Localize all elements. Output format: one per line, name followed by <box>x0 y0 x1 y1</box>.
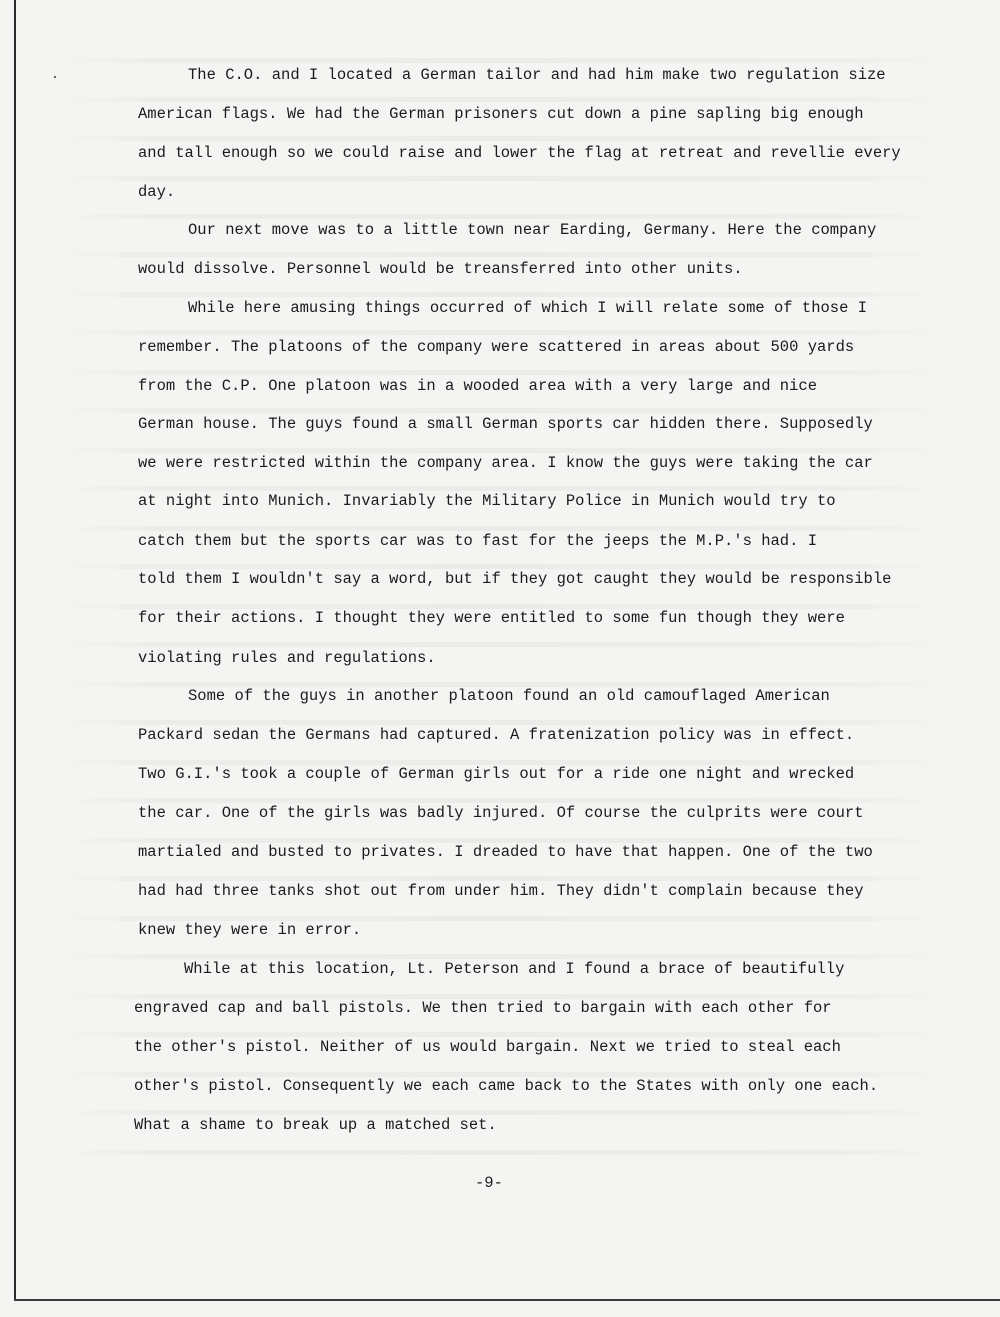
text-line: The C.O. and I located a German tailor and had him make two regulation size <box>188 66 886 84</box>
text-line: Some of the guys in another platoon found an old camouflaged American <box>188 687 830 705</box>
text-line: engraved cap and ball pistols. We then tried to bargain with each other for <box>134 999 832 1017</box>
text-line: What a shame to break up a matched set. <box>134 1116 497 1134</box>
text-line: Our next move was to a little town near Earding, Germany. Here the company <box>188 221 877 239</box>
text-line: Two G.I.'s took a couple of German girls out for a ride one night and wrecked <box>138 765 855 783</box>
page-number: -9- <box>475 1174 503 1192</box>
text-line: While at this location, Lt. Peterson and I found a brace of beautifully <box>184 960 845 978</box>
text-line: other's pistol. Consequently we each came back to the States with only one each. <box>134 1077 879 1095</box>
text-line: told them I wouldn't say a word, but if they got caught they would be responsible <box>138 570 892 588</box>
text-line: German house. The guys found a small German sports car hidden there. Supposedly <box>138 415 873 433</box>
text-line: day. <box>138 183 176 201</box>
text-line: violating rules and regulations. <box>138 649 436 667</box>
text-line: remember. The platoons of the company were scattered in areas about 500 yards <box>138 338 855 356</box>
text-line: While here amusing things occurred of which I will relate some of those I <box>188 299 868 317</box>
text-line: martialed and busted to privates. I dreaded to have that happen. One of the two <box>138 843 873 861</box>
text-line: Packard sedan the Germans had captured. A fratenization policy was in effect. <box>138 726 855 744</box>
text-line: knew they were in error. <box>138 921 362 939</box>
text-line: we were restricted within the company area. I know the guys were taking the car <box>138 454 873 472</box>
text-line: the other's pistol. Neither of us would bargain. Next we tried to steal each <box>134 1038 841 1056</box>
text-line: for their actions. I thought they were entitled to some fun though they were <box>138 609 845 627</box>
text-line: the car. One of the girls was badly injured. Of course the culprits were court <box>138 804 864 822</box>
page-bottom-edge <box>14 1299 1000 1301</box>
text-line: catch them but the sports car was to fast for the jeeps the M.P.'s had. I <box>138 532 818 550</box>
text-line: from the C.P. One platoon was in a wooded area with a very large and nice <box>138 377 818 395</box>
text-line: would dissolve. Personnel would be treansferred into other units. <box>138 260 743 278</box>
text-line: American flags. We had the German prisoners cut down a pine sapling big enough <box>138 105 864 123</box>
ink-speck <box>54 76 56 78</box>
page-left-edge <box>14 0 16 1300</box>
text-line: and tall enough so we could raise and lower the flag at retreat and revellie every <box>138 144 901 162</box>
text-line: had had three tanks shot out from under him. They didn't complain because they <box>138 882 864 900</box>
text-line: at night into Munich. Invariably the Military Police in Munich would try to <box>138 492 836 510</box>
